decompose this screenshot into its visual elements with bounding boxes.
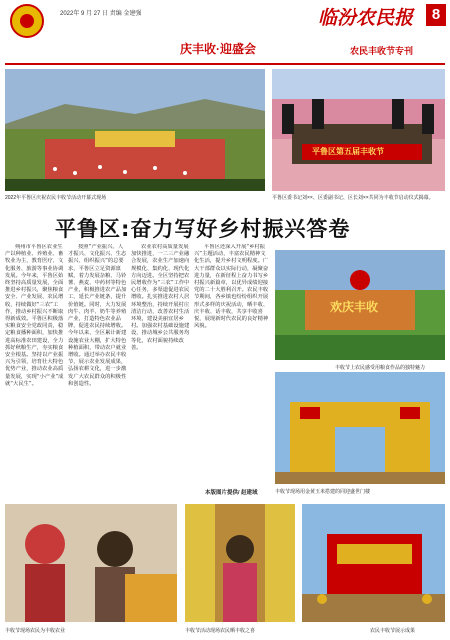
unveiling-sign-text: 平鲁区第五届丰收节 [312, 147, 384, 156]
photo-credit: 本版图片提供/ 赵建域 [205, 490, 258, 496]
section-banner: 庆丰收·迎盛会 [180, 42, 256, 56]
photo-farmer [5, 504, 177, 622]
harvest-sign-text: 欢庆丰收 [330, 300, 379, 314]
photo-woman-corn [185, 504, 295, 622]
page-number: 8 [426, 4, 446, 26]
article-column-3: 农业农村高质量发展加快推进，一二三产业融合发展，农业生产加速向规模化、集约化、现代化方向迈进。全区坚持把农民增收作为“三农”工作中心任务，多渠道促进农民增收。扎实推进农村人居环境整治，持续开展村庄清洁行动，改善农村生活环境，建设美丽宜居乡村。加强农村基础设施建设，推动城乡公共服务均等化，农村面貌持续改善。 [131, 244, 190, 351]
photo-opening-ceremony [5, 69, 265, 191]
photo-unveiling [272, 69, 445, 191]
header-rule [5, 63, 445, 65]
caption-unveiling: 平鲁区委书记刘××、区委副书记、区长刘××共同为丰收节启动仪式揭幕。 [272, 195, 434, 201]
section-title: 农民丰收节专刊 [350, 46, 414, 56]
caption-woman-corn: 丰收节活动现场农民晒丰收之喜 [185, 628, 256, 634]
photo-display-booth [302, 504, 445, 622]
newspaper-emblem-icon [10, 4, 44, 38]
caption-corn-gate: 丰收节现场用金黄玉米搭建的同迎盛世门楼 [275, 489, 371, 495]
article-column-1: 朔州市平鲁区农业生产以种植业、养殖业、畜牧业为主，教育医疗、文化服务、旅游等事业协调发展。今年来，平鲁区始终坚持高质量发展，全面推进乡村振兴，聚焦粮食安全、产业发展、农民增收，持续做好“三农”工作，推动乡村振兴不断取得新成效。平鲁区积极落实粮食安全党政同责，稳定粮食播种面积，加快推进高标准农田建设，全力抓好秋粮生产，夯实粮食安全根基。坚持以产业振兴为引领，培育壮大特色优势产业，推动农业高质量发展，实现“小产业”成就“大民生”。 [5, 244, 64, 387]
caption-harvest-display: 丰收节上农民感受用粮食作品的独特魅力 [335, 365, 426, 371]
article-column-4: 平鲁区还深入开展“乡村振兴”主题活动，丰富农民精神文化生活，提升乡村文明程度。广大干部群众以实际行动，凝聚奋进力量，在新征程上奋力书写乡村振兴新篇章，以优异成绩迎接党的二十大胜利召开。农民丰收节期间，各乡镇也纷纷组织开展形式多样的庆祝活动，晒丰收、庆丰收、话丰收，共享丰收喜悦，展现新时代农民的良好精神风貌。 [194, 244, 269, 330]
article-headline: 平鲁区:奋力写好乡村振兴答卷 [55, 217, 351, 241]
photo-harvest-display [275, 250, 445, 360]
photo-corn-gate [275, 372, 445, 484]
article-column-2: 按照“产业振兴、人才振兴、文化振兴、生态振兴、组织振兴”的总要求，平鲁区立足资源禀赋，着力发展杂粮、马铃薯、燕麦、中药材等特色产业，积极推进农产品加工，延长产业链条，提升价值链。同时，大力发展肉牛、肉羊、奶牛等养殖产业，打造特色农业品牌，促进农民持续增收。今年以来，全区累计新建设施农业大棚，扩大特色种植面积，带动农户就业增收。通过举办农民丰收节，展示农业发展成果，弘扬农耕文化，进一步激发广大农民群众的积极性和创造性。 [68, 244, 127, 387]
masthead: 临汾农民报 [318, 8, 414, 29]
date-line: 2022年 9 月 27 日 责编 金建强 [60, 11, 142, 17]
caption-display-booth: 农民丰收节展示成果 [370, 628, 416, 634]
caption-farmer: 丰收节现场农民为丰收农业 [5, 628, 66, 634]
caption-opening-ceremony: 2022年平鲁区庆祝农民丰收节活动开幕式现场 [5, 195, 107, 201]
